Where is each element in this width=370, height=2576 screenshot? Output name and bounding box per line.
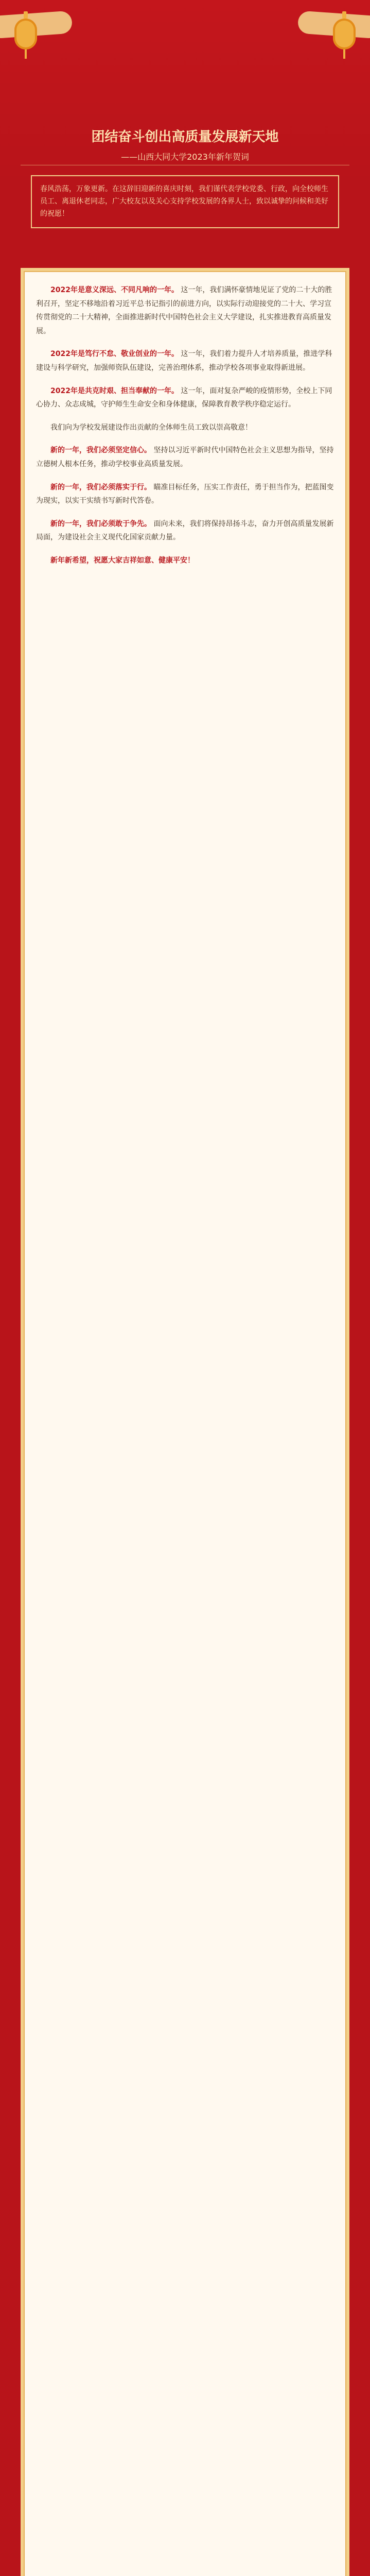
content-paper (21, 268, 349, 2576)
paragraph-text: 坚持以习近平新时代中国特色社会主义思想为指导，坚持立德树人根本任务，推动学校事业高质量发展。 (36, 446, 334, 468)
closing-line: 新年新希望，祝愿大家吉祥如意、健康平安！ (50, 556, 195, 565)
paragraph-text: 这一年，我们满怀豪情地见证了党的二十大的胜利召开，坚定不移地沿着习近平总书记指引的前进方向，以实际行动迎接党的二十大、学习宣传贯彻党的二十大精神，全面推进新时代中国特色社会主义大学建设，扎实推进教育高质量发展。 (36, 286, 332, 335)
paragraph (36, 347, 334, 375)
paragraph-text: 这一年，面对复杂严峻的疫情形势，全校上下同心协力、众志成城，守护师生生命安全和身体健康，保障教育教学秩序稳定运行。 (36, 386, 332, 409)
page-subtitle: ——山西大同大学2023年新年贺词 (121, 152, 249, 162)
lantern-icon-right (333, 19, 356, 49)
paragraph (36, 481, 334, 508)
lantern-icon-left (14, 19, 37, 49)
paragraph-lead: 2022年是共克时艰、担当奉献的一年。 (50, 386, 179, 395)
paragraph (36, 283, 334, 338)
paragraph-lead: 新的一年，我们必须敢于争先。 (50, 519, 151, 528)
paragraph-text: 面向未来，我们将保持昂扬斗志，奋力开创高质量发展新局面，为建设社会主义现代化国家贡献力量。 (36, 519, 334, 542)
paragraph: 我们向为学校发展建设作出贡献的全体师生员工致以崇高敬意！ (50, 423, 252, 432)
paragraph (36, 517, 334, 545)
paragraph-lead: 新的一年，我们必须落实于行。 (50, 483, 151, 492)
content-body (36, 283, 334, 2576)
paragraph-text: 这一年，我们着力提升人才培养质量，推进学科建设与科学研究，加强师资队伍建设，完善治理体系，推动学校各项事业取得新进展。 (36, 350, 332, 372)
paragraph (36, 444, 334, 471)
paragraph-lead: 2022年是意义深远、不同凡响的一年。 (50, 286, 179, 294)
paragraph-lead: 新的一年，我们必须坚定信心。 (50, 446, 151, 455)
paragraph (36, 384, 334, 412)
intro-box: 春风浩荡，万象更新。在这辞旧迎新的喜庆时刻，我们谨代表学校党委、行政，向全校师生员工、离退休老同志，广大校友以及关心支持学校发展的各界人士，致以诚挚的问候和美好的祝愿！ (31, 175, 339, 228)
header (0, 0, 370, 185)
page-title: 团结奋斗创出高质量发展新天地 (91, 129, 279, 145)
paragraph-text: 瞄准目标任务，压实工作责任，勇于担当作为，把蓝图变为现实，以实干实绩书写新时代答卷。 (36, 483, 334, 505)
paragraph-lead: 2022年是笃行不怠、敬业创业的一年。 (50, 350, 179, 359)
